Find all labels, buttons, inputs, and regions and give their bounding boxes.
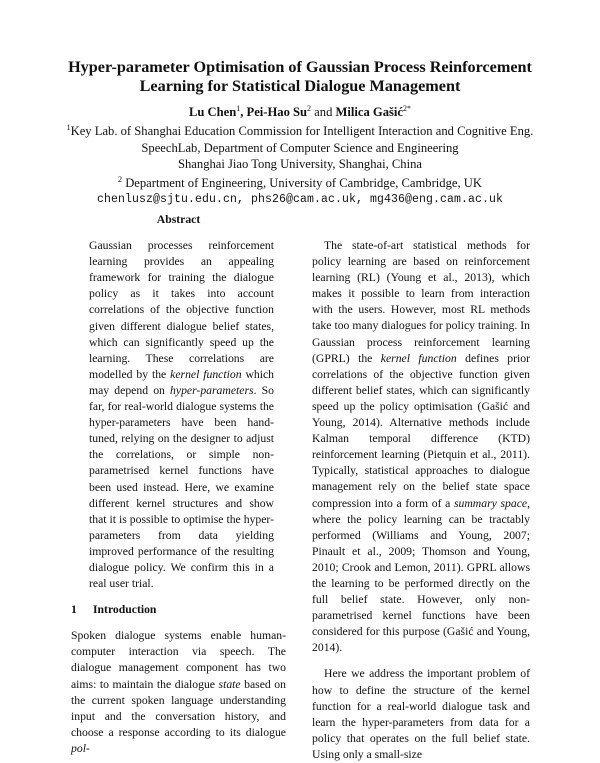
- affiliation-line: SpeechLab, Department of Computer Science and Engineering: [141, 140, 459, 155]
- body-paragraph: Here we address the important problem of how to define the structure of the kernel function for a real-world dialogue task and learn the hyper-parameters from data for a policy that operates on the full belief state. Using only a small-size: [312, 667, 530, 761]
- abstract-emphasis: kernel function: [170, 367, 242, 381]
- affiliation-mark: 2: [118, 175, 123, 185]
- author-block: [30, 101, 570, 208]
- title-line-1: Hyper-parameter Optimisation of Gaussian Process Reinforcement: [68, 58, 532, 76]
- intro-emphasis: state: [218, 677, 241, 691]
- author-mark: 2: [307, 104, 312, 113]
- right-column: [312, 238, 530, 763]
- author-mark: 2*: [403, 104, 412, 113]
- abstract-text: . So far, for real-world dialogue systems the hyper-parameters have been hand-tuned, relying on the designer to adjust the correlations, or simple non-parametrised kernel functions have been used instead. Here, we examine different kernel structures and show that it is possible to optimise the hyper-parameters from data yielding improved performance of the resulting dialogue policy. We confirm this in a real user trial.: [89, 383, 274, 591]
- affiliation-line: [30, 172, 570, 191]
- body-text: defines prior correlations of the objective function given different belief states, which can significantly speed up the policy optimisation (Gašić and Young, 2014). Alternative methods include Kalman temporal difference (KTD) reinforcement learning (Pietquin et al., 2011). Typically, statistical approaches to dialogue management rely on the belief state space compression into a form of a: [312, 351, 531, 510]
- affiliation-mark: 1: [66, 123, 71, 133]
- author-and: and: [311, 105, 336, 120]
- intro-text: based on the current spoken language understanding input and the conversation history, and choose a response according to its dialogue: [71, 677, 286, 739]
- intro-text: Spoken dialogue systems enable human-computer interaction via speech. The dialogue management component has two aims: to maintain the dialogue: [71, 629, 286, 691]
- body-emphasis: summary space: [453, 496, 528, 510]
- section-number: 1: [71, 603, 77, 617]
- intro-emphasis: pol-: [71, 741, 90, 755]
- title-line-2: Learning for Statistical Dialogue Management: [139, 77, 461, 95]
- paper-title: [40, 58, 560, 96]
- abstract-body: [71, 238, 286, 592]
- body-text: , where the policy learning can be tractably performed (Williams and Young, 2007; Pinault et al., 2009; Thomson and Young, 2010; Crook and Lemon, 2011). GPRL allows the learning to be performed directly on the full belief state. However, only non-parametrised kernel functions have been considered for this purpose (Gašić and Young, 2014).: [312, 496, 530, 655]
- author-name: Milica Gašić: [335, 105, 404, 120]
- affiliation-text: Department of Engineering, University of Cambridge, Cambridge, UK: [125, 176, 482, 191]
- author-name: Lu Chen: [188, 105, 237, 120]
- intro-paragraph: [71, 628, 286, 757]
- author-mark: 1: [236, 104, 241, 113]
- abstract-text: which may depend on: [89, 367, 274, 397]
- section-title: Introduction: [93, 603, 157, 617]
- abstract-heading: Abstract: [156, 213, 201, 226]
- affiliation-line: [30, 120, 570, 139]
- author-name: Pei-Hao Su: [246, 105, 308, 120]
- abstract-text: Gaussian processes reinforcement learning provides an appealing framework for training the dialogue policy as it takes into account correlations of the objective function given different dialogue belief states, which can significantly speed up the learning. These correlations are modelled by the: [89, 239, 274, 381]
- section-heading: [71, 602, 286, 618]
- body-text: The state-of-art statistical methods for policy learning are based on reinforcement learning (RL) (Young et al., 2013), which makes it possible to learn from interaction with the users. However, most RL methods take too many dialogues for policy training. In Gaussian process reinforcement learning (GPRL) the: [312, 239, 530, 365]
- author-list: [30, 101, 570, 120]
- body-paragraph: [312, 238, 530, 656]
- author-separator: ,: [240, 105, 247, 120]
- affiliation-line: Shanghai Jiao Tong University, Shanghai, China: [178, 156, 422, 171]
- author-emails: chenlusz@sjtu.edu.cn, phs26@cam.ac.uk, mg436@eng.cam.ac.uk: [96, 192, 504, 206]
- body-emphasis: kernel function: [380, 351, 457, 365]
- affiliation-text: Key Lab. of Shanghai Education Commission for Intelligent Interaction and Cognitive Eng.: [70, 124, 534, 139]
- abstract-emphasis: hyper-parameters: [170, 383, 254, 397]
- left-column: [71, 212, 286, 757]
